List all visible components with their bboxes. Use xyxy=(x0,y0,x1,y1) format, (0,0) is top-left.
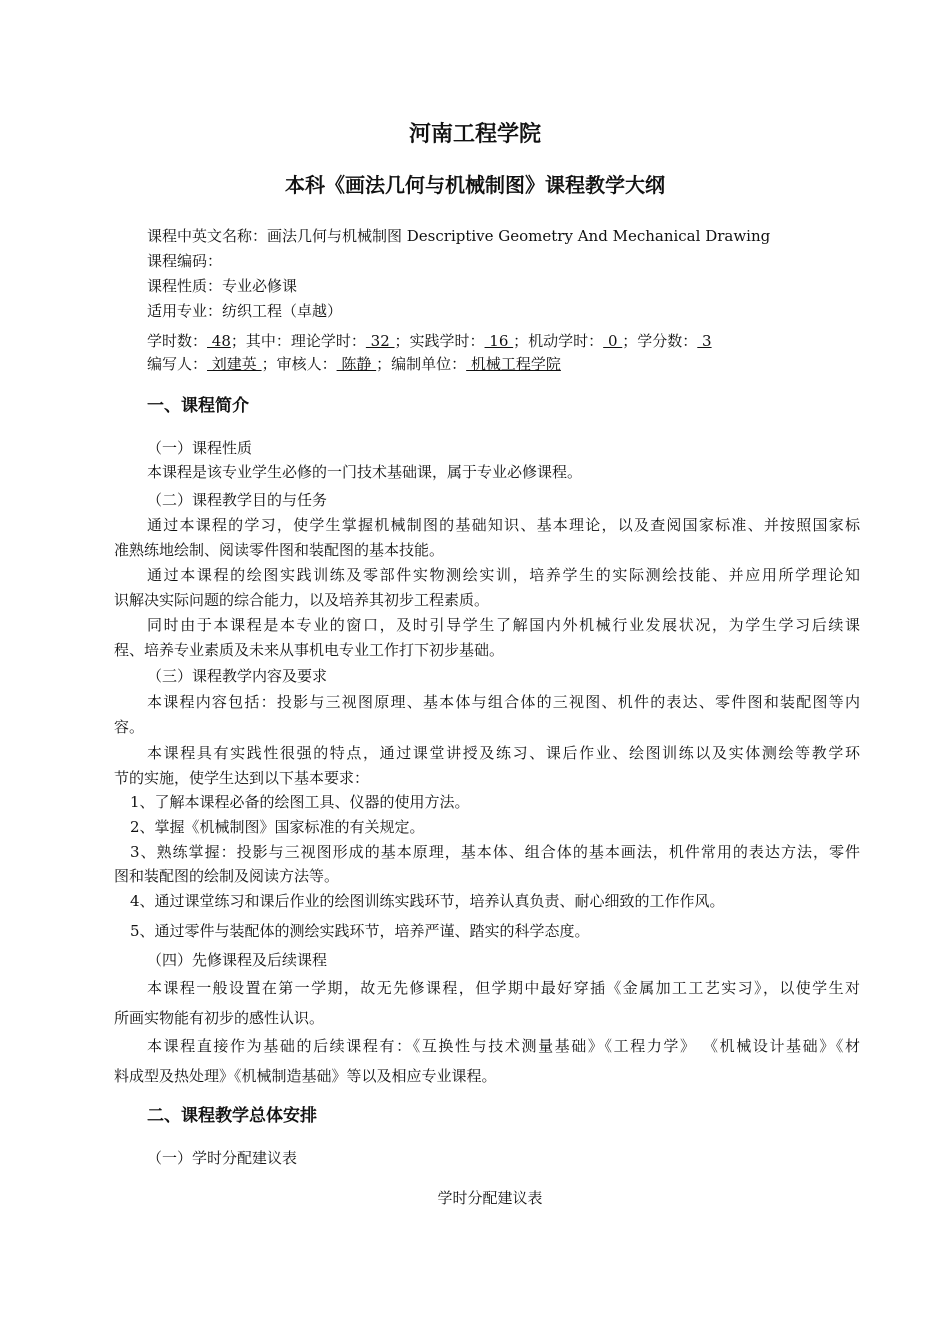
credit-label: ；学分数： xyxy=(622,332,698,350)
theory-hours-label: ；其中：理论学时： xyxy=(230,332,366,350)
paragraph-goals-3-line2: 程、培养专业素质及未来从事机电专业工作打下初步基础。 xyxy=(114,641,505,659)
paragraph-goals-2-line2: 识解决实际问题的综合能力，以及培养其初步工程素质。 xyxy=(114,591,490,609)
paragraph-content-1-line1: 本课程内容包括：投影与三视图原理、基本体与组合体的三视图、机件的表达、零件图和装配图等内 xyxy=(147,693,860,711)
total-hours-label: 学时数： xyxy=(147,332,208,350)
subsection-hours-table: （一）学时分配建议表 xyxy=(147,1149,298,1167)
paragraph-nature: 本课程是该专业学生必修的一门技术基础课，属于专业必修课程。 xyxy=(147,463,583,481)
paragraph-goals-3-line1: 同时由于本课程是本专业的窗口，及时引导学生了解国内外机械行业发展状况，为学生学习后续课 xyxy=(147,616,860,634)
paragraph-content-2-line2: 节的实施，使学生达到以下基本要求： xyxy=(114,769,370,787)
reviewer-value: 陈静 xyxy=(336,355,377,373)
subsection-goals: （二）课程教学目的与任务 xyxy=(147,491,328,509)
hours-line xyxy=(147,331,712,351)
requirement-5: 5、通过零件与装配体的测绘实践环节，培养严谨、踏实的科学态度。 xyxy=(130,922,590,940)
reviewer-label: ；审核人： xyxy=(261,355,337,373)
paragraph-prereq-2-line2: 料成型及热处理》《机械制造基础》等以及相应专业课程。 xyxy=(114,1067,497,1085)
requirement-2: 2、掌握《机械制图》国家标准的有关规定。 xyxy=(130,818,425,836)
authors-line xyxy=(147,354,561,374)
unit-value: 机械工程学院 xyxy=(466,355,561,373)
writer-label: 编写人： xyxy=(147,355,208,373)
subsection-prerequisites: （四）先修课程及后续课程 xyxy=(147,951,328,969)
course-name-line: 课程中英文名称：画法几何与机械制图 Descriptive Geometry And Mechanical Drawing xyxy=(147,227,771,245)
paragraph-content-2-line1: 本课程具有实践性很强的特点，通过课堂讲授及练习、课后作业、绘图训练以及实体测绘等教学环 xyxy=(147,744,860,762)
requirement-3-line1: 3、熟练掌握：投影与三视图形成的基本原理，基本体、组合体的基本画法，机件常用的表达方法，零件 xyxy=(130,843,860,861)
applicable-major-line: 适用专业：纺织工程（卓越） xyxy=(147,302,343,320)
writer-value: 刘建英 xyxy=(207,355,262,373)
total-hours-value: 48 xyxy=(207,332,231,350)
flex-hours-label: ；机动学时： xyxy=(513,332,604,350)
unit-label: ；编制单位： xyxy=(376,355,467,373)
subsection-nature: （一）课程性质 xyxy=(147,439,253,457)
paragraph-prereq-2-line1: 本课程直接作为基础的后续课程有：《互换性与技术测量基础》《工程力学》 《机械设计基础》《材 xyxy=(147,1037,860,1055)
paragraph-content-1-line2: 容。 xyxy=(114,718,145,736)
theory-hours-value: 32 xyxy=(365,332,395,350)
subsection-content: （三）课程教学内容及要求 xyxy=(147,667,328,685)
paragraph-prereq-1-line1: 本课程一般设置在第一学期，故无先修课程，但学期中最好穿插《金属加工工艺实习》，以使学生对 xyxy=(147,979,860,997)
flex-hours-value: 0 xyxy=(603,332,623,350)
paragraph-goals-1-line2: 准熟练地绘制、阅读零件图和装配图的基本技能。 xyxy=(114,541,445,559)
requirement-1: 1、了解本课程必备的绘图工具、仪器的使用方法。 xyxy=(130,793,470,811)
paragraph-goals-2-line1: 通过本课程的绘图实践训练及零部件实物测绘实训，培养学生的实际测绘技能、并应用所学理论知 xyxy=(147,566,860,584)
practice-hours-value: 16 xyxy=(484,332,514,350)
requirement-3-line2: 图和装配图的绘制及阅读方法等。 xyxy=(114,867,340,885)
course-code-line: 课程编码： xyxy=(147,252,223,270)
institution-title: 河南工程学院 xyxy=(408,122,541,147)
practice-hours-label: ；实践学时： xyxy=(394,332,485,350)
document-title: 本科《画法几何与机械制图》课程教学大纲 xyxy=(285,173,665,197)
credit-value: 3 xyxy=(697,332,712,350)
paragraph-prereq-1-line2: 所画实物能有初步的感性认识。 xyxy=(114,1009,325,1027)
section1-heading: 一、课程简介 xyxy=(147,396,249,416)
requirement-4: 4、通过课堂练习和课后作业的绘图训练实践环节，培养认真负责、耐心细致的工作作风。 xyxy=(130,892,725,910)
section2-heading: 二、课程教学总体安排 xyxy=(147,1106,317,1126)
paragraph-goals-1-line1: 通过本课程的学习，使学生掌握机械制图的基础知识、基本理论，以及查阅国家标准、并按照国家标 xyxy=(147,516,860,534)
course-nature-line: 课程性质：专业必修课 xyxy=(147,277,298,295)
table-caption: 学时分配建议表 xyxy=(437,1189,543,1207)
